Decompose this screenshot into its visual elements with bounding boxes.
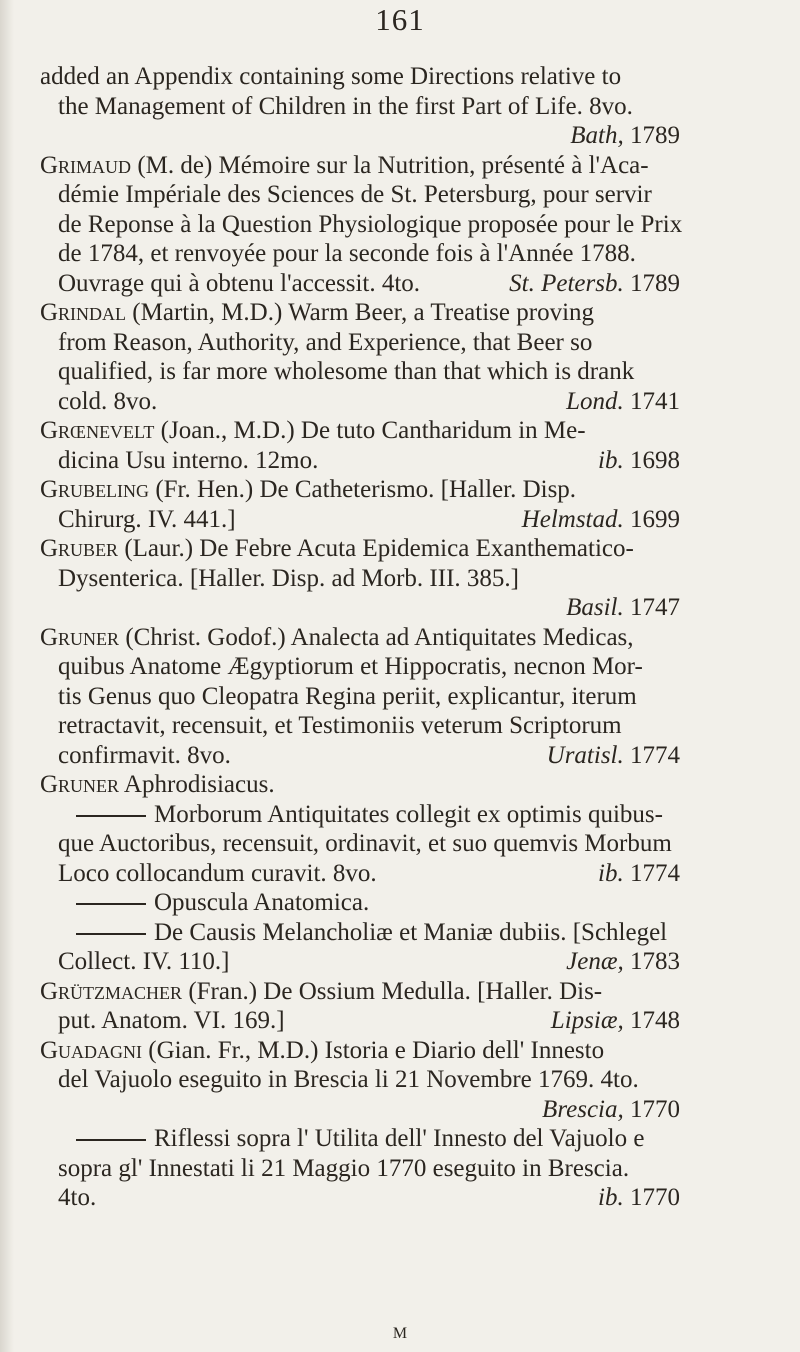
line-text: Opuscula Anatomica. <box>154 889 370 916</box>
line-text: sopra gl' Innestati li 21 Maggio 1770 eseguito in Brescia. <box>58 1154 630 1182</box>
entry-line <box>40 682 680 712</box>
publication-year: 1770 <box>623 1095 680 1123</box>
line-text: (Joan., M.D.) De tuto Cantharidum in Me- <box>154 417 586 444</box>
entry-line <box>40 505 680 535</box>
line-text: qualified, is far more wholesome than that which is drank <box>58 358 635 385</box>
entry-line <box>40 1183 680 1213</box>
line-text: quibus Anatome Ægyptiorum et Hippocratis, necnon Mor- <box>58 653 643 680</box>
line-text: retractavit, recensuit, et Testimoniis veterum Scriptorum <box>58 712 622 739</box>
line-text: (Christ. Godof.) Analecta ad Antiquitates Medicas, <box>119 623 634 651</box>
line-text: put. Anatom. VI. 169.] <box>58 1007 285 1034</box>
page-edge <box>0 0 14 1352</box>
publication-place: Basil. <box>566 594 624 621</box>
entry-line <box>40 534 680 564</box>
publication-place: ib. <box>598 859 624 887</box>
bibliography-entry <box>40 918 680 977</box>
publication-place: ib. <box>598 446 624 474</box>
line-text: Chirurg. IV. 441.] <box>58 505 236 533</box>
line-text: (Fran.) De Ossium Medulla. [Haller. Dis- <box>182 977 603 1005</box>
publication-year: 1698 <box>623 446 680 474</box>
publication-info <box>598 446 680 476</box>
entry-line <box>40 62 680 92</box>
publication-info <box>522 505 680 535</box>
line-text: Collect. IV. 110.] <box>58 948 230 975</box>
bibliography-entry <box>40 888 680 918</box>
bibliography-entry <box>40 475 680 534</box>
author-name: Gruber <box>40 535 119 562</box>
entry-line <box>40 770 680 800</box>
line-text: del Vajuolo eseguito in Brescia li 21 Novembre 1769. 4to. <box>58 1066 639 1093</box>
bibliography-entry <box>40 298 680 416</box>
entry-line <box>40 151 680 181</box>
line-text: (Martin, M.D.) Warm Beer, a Treatise proving <box>126 299 595 326</box>
publication-place: Uratisl. <box>546 741 624 769</box>
entry-line <box>40 977 680 1007</box>
line-text: from Reason, Authority, and Experience, that Beer so <box>58 328 593 356</box>
entry-line <box>40 1124 680 1154</box>
publication-info <box>551 1006 680 1036</box>
publication-info <box>509 269 680 299</box>
entry-line <box>40 652 680 682</box>
bibliography-entry <box>40 1124 680 1213</box>
ditto-dash <box>76 903 146 905</box>
bibliography-entry <box>40 977 680 1036</box>
entry-line <box>40 1154 680 1184</box>
author-name: Grubeling <box>40 476 150 503</box>
bibliography-entry <box>40 534 680 623</box>
publication-year: 1770 <box>623 1184 680 1211</box>
entry-line <box>40 239 680 269</box>
line-text: Dysenterica. [Haller. Disp. ad Morb. III. 385.] <box>58 564 519 592</box>
ditto-dash <box>76 815 146 817</box>
publication-year: 1747 <box>623 594 680 621</box>
publication-year: 1748 <box>623 1007 680 1034</box>
line-text: added an Appendix containing some Directions relative to <box>40 63 622 90</box>
publication-place: Lond. <box>566 387 624 415</box>
line-text: Morborum Antiquitates collegit ex optimis quibus- <box>154 800 663 828</box>
author-name: Gruner <box>40 771 120 798</box>
publication-place: Jenæ, <box>566 948 624 975</box>
publication-info <box>40 1095 680 1125</box>
author-name: Grœnevelt <box>40 417 155 444</box>
entry-line <box>40 416 680 446</box>
publication-info <box>566 387 680 417</box>
entry-line <box>40 1065 680 1095</box>
entry-line <box>40 623 680 653</box>
line-text: the Management of Children in the first Part of Life. 8vo. <box>58 92 633 120</box>
entry-line <box>40 741 680 771</box>
page-number: 161 <box>375 2 425 37</box>
publication-year: 1699 <box>623 505 680 533</box>
author-name: Grimaud <box>40 151 132 179</box>
publication-year: 1774 <box>623 859 680 887</box>
bibliography-entry <box>40 416 680 475</box>
publication-info <box>598 1183 680 1213</box>
publication-place: St. Petersb. <box>509 269 624 297</box>
line-text: (Fr. Hen.) De Catheterismo. [Haller. Disp. <box>149 476 577 503</box>
bibliography-entry <box>40 1036 680 1125</box>
publication-place: Lipsiæ, <box>550 1007 624 1034</box>
bibliography-entry <box>40 62 680 151</box>
publication-info <box>40 593 680 623</box>
line-text: dicina Usu interno. 12mo. <box>58 446 319 474</box>
entry-line <box>40 711 680 741</box>
ditto-dash <box>76 1139 146 1141</box>
line-text: (Gian. Fr., M.D.) Istoria e Diario dell' Innesto <box>142 1036 605 1064</box>
line-text: Aphrodisiacus. <box>119 771 275 798</box>
author-name: Gruner <box>40 623 120 651</box>
publication-year: 1741 <box>623 387 680 415</box>
entry-line <box>40 859 680 889</box>
author-name: Guadagni <box>40 1036 143 1064</box>
line-text: cold. 8vo. <box>58 387 158 415</box>
line-text: confirmavit. 8vo. <box>58 741 231 769</box>
entry-line <box>40 387 680 417</box>
publication-info <box>547 741 680 771</box>
publication-year: 1783 <box>623 948 680 975</box>
line-text: tis Genus quo Cleopatra Regina periit, explicantur, iterum <box>58 682 637 710</box>
line-text: (M. de) Mémoire sur la Nutrition, présenté à l'Aca- <box>131 151 649 179</box>
entry-line <box>40 210 683 240</box>
bibliography-entry <box>40 623 680 771</box>
author-name: Grützmacher <box>40 977 183 1005</box>
publication-year: 1789 <box>623 269 680 297</box>
publication-place: ib. <box>598 1184 624 1211</box>
entry-line <box>40 357 680 387</box>
publication-info <box>598 859 680 889</box>
bibliography-entry <box>40 151 683 299</box>
entry-line <box>40 888 680 918</box>
entry-line <box>40 1006 680 1036</box>
publication-place: Bath, <box>570 122 624 149</box>
line-text: de Reponse à la Question Physiologique proposée pour le Prix <box>58 210 683 238</box>
line-text: Loco collocandum curavit. 8vo. <box>58 859 377 887</box>
publication-place: Brescia, <box>542 1095 624 1123</box>
entry-line <box>40 918 680 948</box>
entry-line <box>40 800 680 830</box>
line-text: De Causis Melancholiæ et Maniæ dubiis. [Schlegel <box>154 918 668 946</box>
signature-mark: M <box>392 1325 408 1342</box>
line-text: (Laur.) De Febre Acuta Epidemica Exanthematico- <box>118 535 634 562</box>
entry-line <box>40 92 680 122</box>
bibliography-list <box>40 62 683 1213</box>
publication-info <box>566 947 680 977</box>
bibliography-entry <box>40 770 680 800</box>
entry-line <box>40 180 680 210</box>
entry-line <box>40 328 680 358</box>
bibliography-entry <box>40 800 680 889</box>
publication-year: 1789 <box>623 122 680 149</box>
entry-line <box>40 829 680 859</box>
publication-info <box>40 121 680 151</box>
ditto-dash <box>76 933 146 935</box>
publication-year: 1774 <box>623 741 680 769</box>
author-name: Grindal <box>40 299 127 326</box>
entry-line <box>40 446 680 476</box>
line-text: Ouvrage qui à obtenu l'accessit. 4to. <box>58 269 421 297</box>
line-text: démie Impériale des Sciences de St. Petersburg, pour servir <box>58 181 652 208</box>
entry-line <box>40 298 680 328</box>
entry-line <box>40 564 680 594</box>
entry-line <box>40 1036 680 1066</box>
line-text: Riflessi sopra l' Utilita dell' Innesto del Vajuolo e <box>154 1125 645 1152</box>
line-text: 4to. <box>58 1184 97 1211</box>
publication-place: Helmstad. <box>521 505 624 533</box>
entry-line <box>40 947 680 977</box>
entry-line <box>40 269 680 299</box>
entry-line <box>40 475 680 505</box>
line-text: de 1784, et renvoyée pour la seconde fois à l'Année 1788. <box>58 240 636 267</box>
line-text: que Auctoribus, recensuit, ordinavit, et suo quemvis Morbum <box>58 830 672 857</box>
